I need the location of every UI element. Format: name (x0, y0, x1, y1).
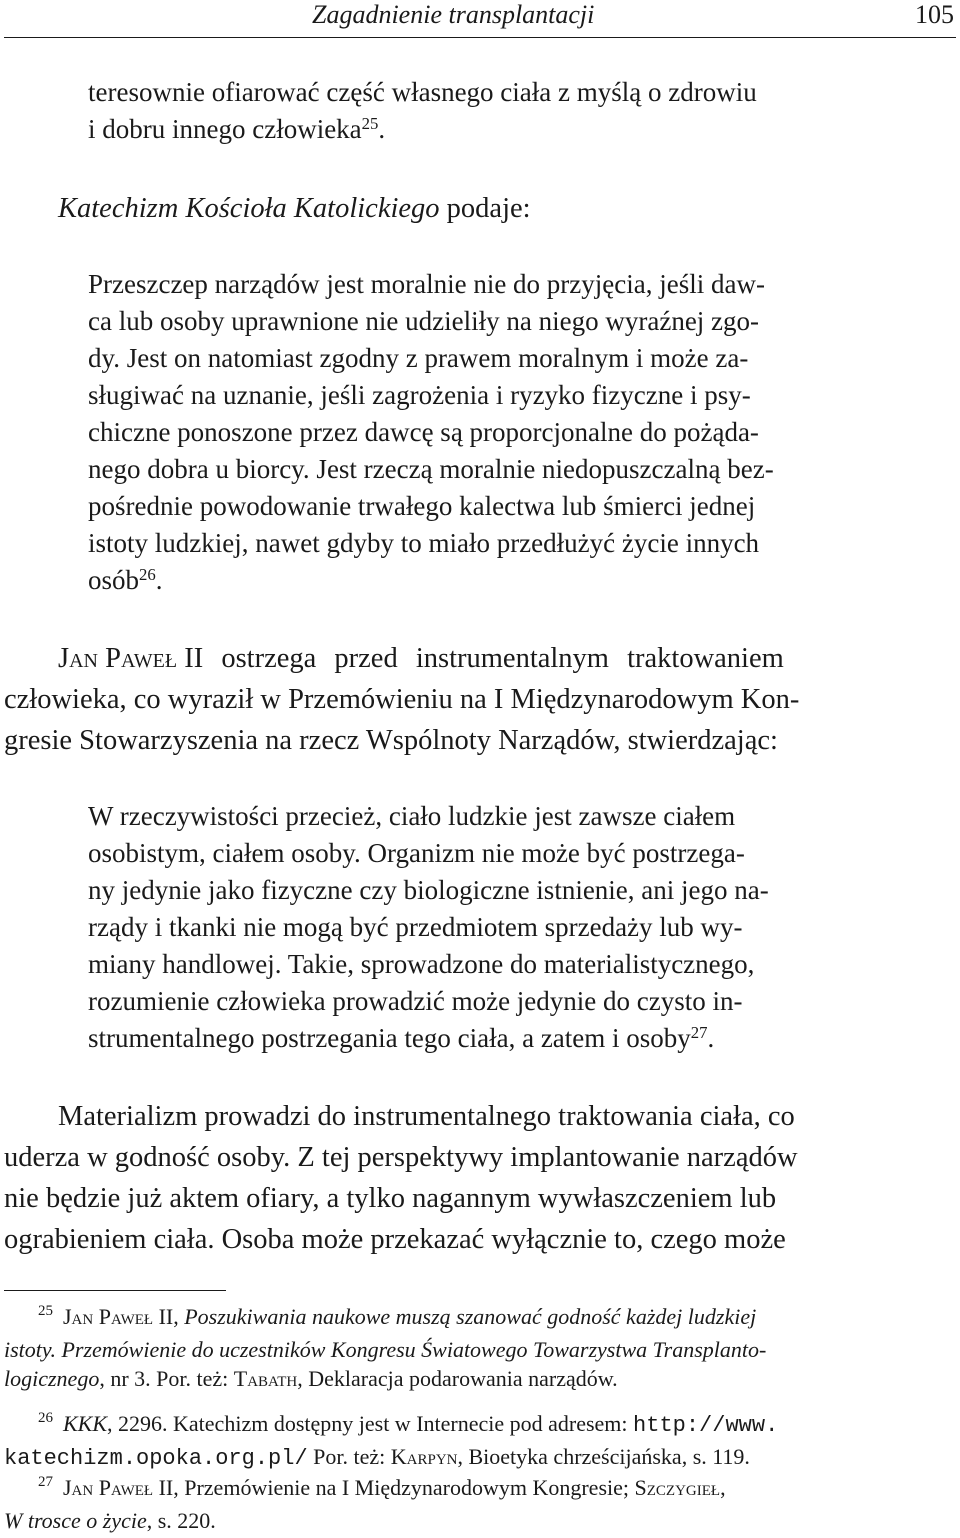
running-title: Zagadnienie transplantacji (312, 0, 595, 29)
footnote-25: $^{25}$ Jan Paweł II, Poszukiwania naukowe muszą szanować godność każdej ludzkiej istoty. Przemówienie do uczestników Kongresu Światowego Towarzystwa Transplanto- logicznego, nr 3. Por. też: Tabath, Deklaracja podarowania narządów. (4, 1303, 767, 1391)
text-line: ny jedynie jako fizyczne czy biologiczne istnienie, ani jego na- (88, 875, 769, 905)
text-line: teresownie ofiarować część własnego ciała z myślą o zdrowiu (88, 77, 757, 107)
paragraph-2 (4, 1096, 956, 1260)
url-link[interactable]: katechizm.opoka.org.pl/ (4, 1446, 308, 1471)
url-link[interactable]: http://www. (633, 1413, 779, 1438)
author-name: Tabath (233, 1366, 298, 1391)
text-line: nego dobra u biorcy. Jest rzeczą moralnie niedopuszczalną bez- (88, 454, 774, 484)
author-name: Karpyn (390, 1444, 458, 1469)
text-line: osób$^{26}$. (88, 564, 163, 595)
text-line: ograbieniem ciała. Osoba może przekazać wyłącznie to, czego może (4, 1224, 786, 1255)
text-line: dy. Jest on natomiast zgodny z prawem moralnym i może za- (88, 343, 749, 373)
text-line: i dobru innego człowieka$^{25}$. (88, 113, 386, 144)
author-name: Szczygieł (634, 1475, 721, 1500)
quote-block-1 (88, 74, 868, 151)
author-name: Jan Paweł II (58, 643, 204, 674)
footnote-ref-25[interactable]: 25 (361, 113, 379, 133)
footnote-27: $^{27}$ Jan Paweł II, Przemówienie na I Międzynarodowym Kongresie; Szczygieł, W trosce o życie, s. 220. (4, 1474, 726, 1533)
text-line: nie będzie już aktem ofiary, a tylko nagannym wywłaszczeniem lub (4, 1183, 777, 1214)
footnote-26: $^{26}$ KKK, 2296. Katechizm dostępny jest w Internecie pod adresem: http://www. katechizm.opoka.org.pl/ Por. też: Karpyn, Bioetyka chrześcijańska, s. 119. (4, 1410, 779, 1471)
text-line: miany handlowej. Takie, sprowadzone do materialistycznego, (88, 949, 755, 979)
text-line: pośrednie powodowanie trwałego kalectwa lub śmierci jednej (88, 491, 756, 521)
text-line: istoty ludzkiej, nawet gdyby to miało przedłużyć życie innych (88, 528, 760, 558)
text-line: chiczne ponoszone przez dawcę są proporcjonalne do pożąda- (88, 417, 759, 447)
quote-block-3 (88, 798, 868, 1060)
text-line: sługiwać na uznanie, jeśli zagrożenia i ryzyko fizyczne i psy- (88, 380, 751, 410)
text-line: ca lub osoby uprawnione nie udzieliły na niego wyraźnej zgo- (88, 306, 760, 336)
text-line: Przeszczep narządów jest moralnie nie do przyjęcia, jeśli daw- (88, 269, 765, 299)
text-line: rządy i tkanki nie mogą być przedmiotem sprzedaży lub wy- (88, 912, 743, 942)
footnote-number: 26 (38, 1410, 53, 1426)
text-line: człowieka, co wyraził w Przemówieniu na I Międzynarodowym Kon- (4, 684, 800, 715)
text-line: rozumienie człowieka prowadzić może jedynie do czysto in- (88, 986, 743, 1016)
paragraph-1 (4, 638, 956, 761)
text-line: strumentalnego postrzegania tego ciała, a zatem i osoby$^{27}$. (88, 1022, 715, 1053)
text-line: osobistym, ciałem osoby. Organizm nie może być postrzega- (88, 838, 745, 868)
footnote-ref-26[interactable]: 26 (139, 564, 156, 584)
text-line: uderza w godność osoby. Z tej perspektywy implantowanie narządów (4, 1142, 798, 1173)
author-name: Jan Paweł II (63, 1475, 174, 1500)
text-line: gresie Stowarzyszenia na rzecz Wspólnoty Narządów, stwierdzając: (4, 725, 778, 756)
header-rule (4, 37, 956, 38)
text-line: Jan Paweł II ostrzega przed instrumentalnym traktowaniem (58, 643, 784, 674)
catechism-intro (58, 188, 956, 229)
text-line: W rzeczywistości przecież, ciało ludzkie jest zawsze ciałem (88, 801, 736, 831)
catechism-title: Katechizm Kościoła Katolickiego (58, 193, 440, 224)
footnote-number: 27 (38, 1474, 53, 1490)
quote-block-2 (88, 266, 868, 602)
text-line: Materializm prowadzi do instrumentalnego traktowania ciała, co (58, 1101, 795, 1132)
page-number: 105 (915, 0, 954, 29)
footnote-number: 25 (38, 1303, 53, 1319)
text-line: Katechizm Kościoła Katolickiego podaje: (58, 193, 531, 224)
author-name: Jan Paweł II (63, 1304, 174, 1329)
page-header (0, 0, 960, 40)
footnote-ref-27[interactable]: 27 (690, 1022, 708, 1042)
footnote-rule (4, 1290, 226, 1291)
